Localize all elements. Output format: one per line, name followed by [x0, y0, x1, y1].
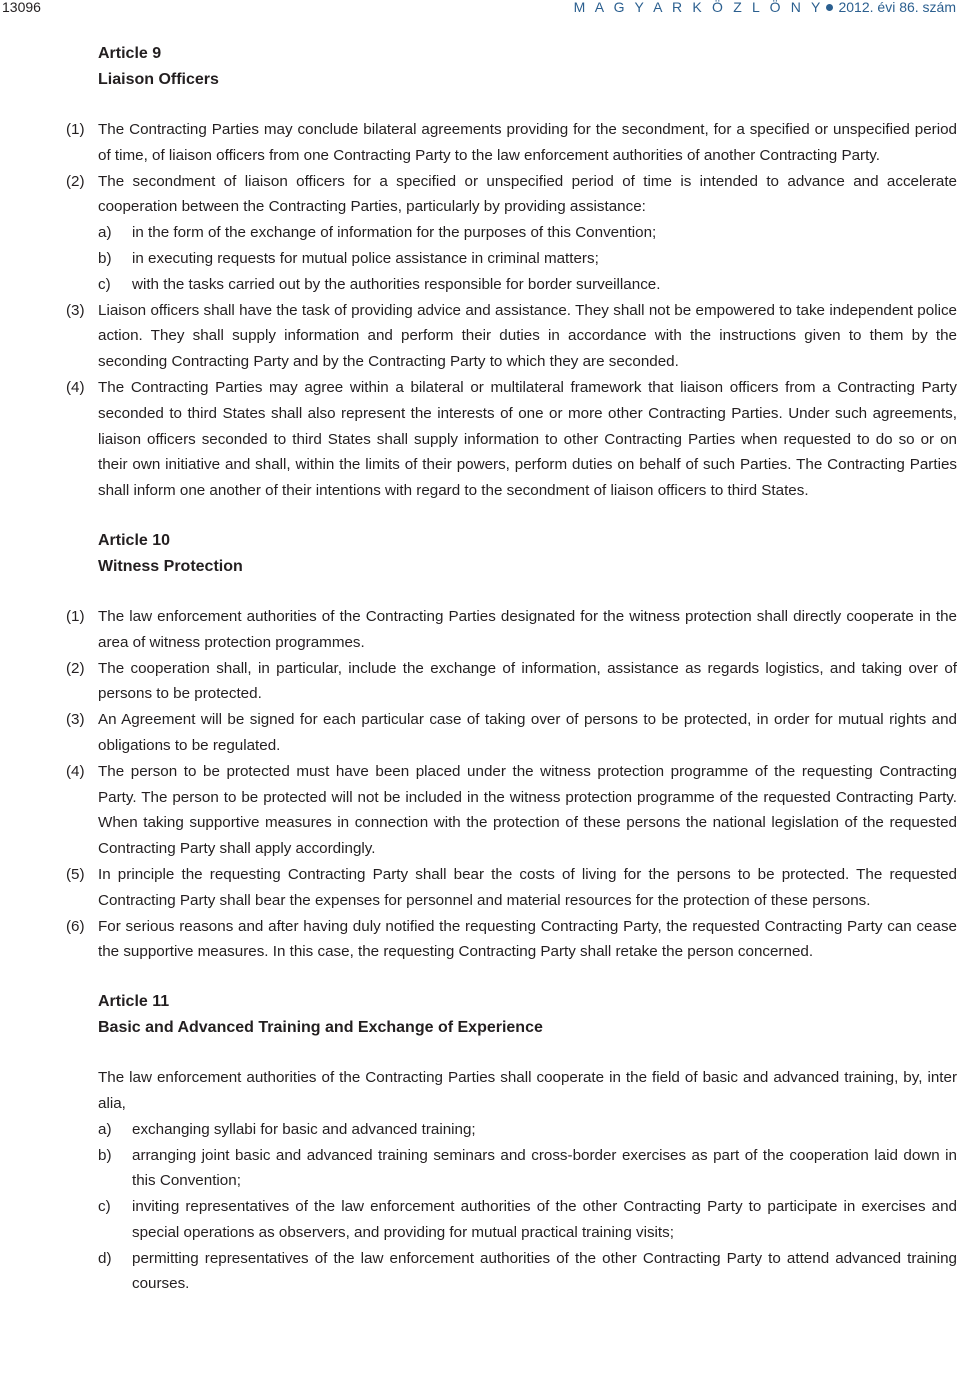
list-item	[0, 1117, 960, 1143]
list-item-label: a)	[98, 1120, 112, 1138]
list-item-label: a)	[98, 224, 112, 242]
paragraph	[0, 914, 960, 966]
paragraph-number: (2)	[66, 659, 85, 677]
paragraph	[0, 862, 960, 914]
paragraph-number: (1)	[66, 121, 85, 138]
list-item-text: in executing requests for mutual police assistance in criminal matters;	[132, 249, 599, 267]
paragraph	[0, 298, 960, 375]
paragraph-number: (4)	[66, 762, 85, 780]
paragraph-text: In principle the requesting Contracting Party shall bear the costs of living for the persons to be protected. The requested Contracting Party shall bear the expenses for personnel and material resources for the protection of these persons.	[98, 865, 957, 909]
paragraph	[0, 707, 960, 759]
paragraph	[0, 604, 960, 656]
paragraph-text: The secondment of liaison officers for a specified or unspecified period of time is intended to advance and accelerate cooperation between the Contracting Parties, particularly by providing assistance:	[98, 172, 957, 216]
list-item	[0, 220, 960, 246]
article-9	[0, 41, 960, 504]
list-item-label: c)	[98, 275, 111, 293]
paragraph-text: The Contracting Parties may conclude bilateral agreements providing for the secondment, for a specified or unspecified period of time, of liaison officers from one Contracting Party to the law enforcement authorities of another Contracting Party.	[98, 121, 957, 164]
paragraph	[0, 656, 960, 708]
list-item	[0, 246, 960, 272]
article-11	[0, 989, 960, 1297]
paragraph	[0, 759, 960, 862]
page-number: 13096	[2, 0, 41, 15]
paragraph-text: The law enforcement authorities of the Contracting Parties designated for the witness protection shall directly cooperate in the area of witness protection programmes.	[98, 607, 957, 651]
list-item-label: b)	[98, 249, 112, 267]
paragraph-number: (1)	[66, 607, 85, 625]
list-item-text: permitting representatives of the law enforcement authorities of the other Contracting Party to attend advanced training courses.	[132, 1249, 957, 1293]
page-header	[0, 0, 960, 20]
paragraph	[0, 169, 960, 221]
list-item-text: inviting representatives of the law enforcement authorities of the other Contracting Party to participate in exercises and special operations as observers, and providing for mutual practical training visits;	[132, 1198, 957, 1241]
list-item-text: with the tasks carried out by the authorities responsible for border surveillance.	[132, 275, 661, 293]
journal-issue: 2012. évi 86. szám	[838, 0, 956, 15]
list-item	[0, 272, 960, 298]
article-title: Liaison Officers	[98, 71, 219, 88]
document-body	[0, 41, 960, 1297]
list-item-text: arranging joint basic and advanced training seminars and cross-border exercises as part of the cooperation laid down in this Convention;	[132, 1146, 957, 1190]
list-item-label: b)	[98, 1146, 112, 1164]
paragraph-number: (3)	[66, 301, 85, 319]
journal-title	[574, 0, 956, 17]
article-intro: The law enforcement authorities of the Contracting Parties shall cooperate in the field of basic and advanced training, by, inter alia,	[98, 1069, 957, 1112]
article-10	[0, 528, 960, 965]
paragraph-text: Liaison officers shall have the task of providing advice and assistance. They shall not be empowered to take independent police action. They shall supply information and perform their duties in accordance with the instructions given to them by the seconding Contracting Party and by the Contracting Party to which they are seconded.	[98, 301, 957, 371]
article-number: Article 11	[98, 993, 170, 1011]
article-number: Article 10	[98, 531, 171, 549]
article-number: Article 9	[98, 45, 162, 62]
paragraph-number: (4)	[66, 378, 85, 396]
list-item-text: exchanging syllabi for basic and advanced training;	[132, 1120, 476, 1138]
paragraph-number: (5)	[66, 865, 85, 883]
paragraph-text: An Agreement will be signed for each particular case of taking over of persons to be protected, in order for mutual rights and obligations to be regulated.	[98, 711, 957, 754]
bullet-dot-icon	[826, 4, 833, 11]
paragraph-number: (6)	[66, 917, 85, 935]
paragraph	[0, 375, 960, 504]
journal-name: M A G Y A R K Ö Z L Ö N Y	[573, 0, 824, 15]
paragraph-number: (3)	[66, 711, 85, 729]
list-item	[0, 1194, 960, 1246]
paragraph	[0, 117, 960, 169]
list-item-text: in the form of the exchange of information for the purposes of this Convention;	[132, 224, 657, 242]
paragraph-text: The Contracting Parties may agree within a bilateral or multilateral framework that liaison officers from a Contracting Party seconded to third States shall also represent the interests of one or more other Contracting Parties. Under such agreements, liaison officers seconded to third States shall supply information to other Contracting Parties when requested to do so or on their own initiative and shall, within the limits of their powers, perform duties on behalf of such Parties. The Contracting Parties shall inform one another of their intentions with regard to the secondment of liaison officers to third States.	[98, 378, 957, 500]
list-item-label: c)	[98, 1198, 111, 1216]
article-title: Basic and Advanced Training and Exchange of Experience	[98, 1019, 543, 1037]
paragraph-text: For serious reasons and after having duly notified the requesting Contracting Party, the requested Contracting Party can cease the supportive measures. In this case, the requesting Contracting Party shall retake the person concerned.	[98, 917, 957, 961]
list-item	[0, 1246, 960, 1298]
paragraph-text: The person to be protected must have been placed under the witness protection programme of the requesting Contracting Party. The person to be protected will not be included in the witness protection programme of the requested Contracting Party. When taking supportive measures in connection with the protection of these persons the national legislation of the requested Contracting Party shall apply accordingly.	[98, 762, 957, 858]
list-item	[0, 1143, 960, 1195]
list-item-label: d)	[98, 1249, 112, 1267]
article-title: Witness Protection	[98, 557, 243, 575]
paragraph-number: (2)	[66, 172, 85, 190]
paragraph-text: The cooperation shall, in particular, include the exchange of information, assistance as regards logistics, and taking over of persons to be protected.	[98, 659, 957, 703]
